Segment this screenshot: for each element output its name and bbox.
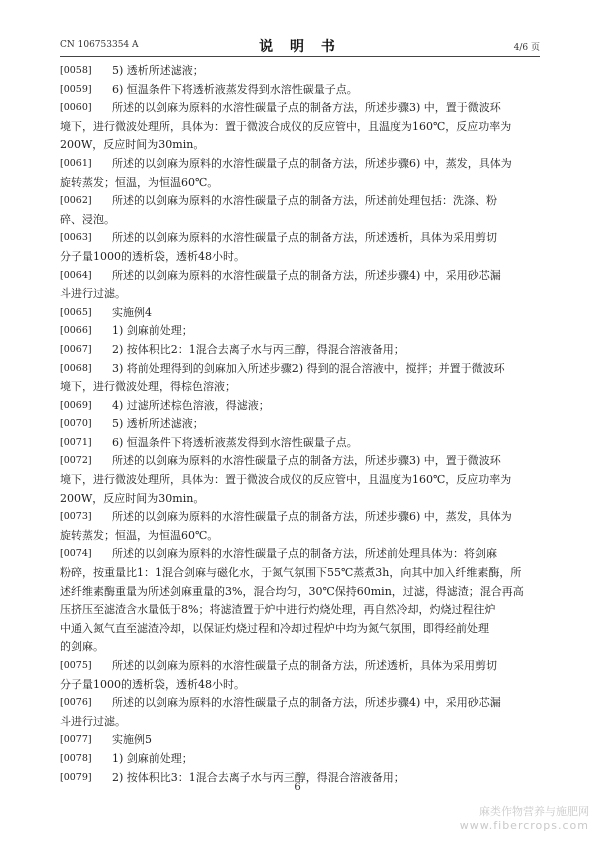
paragraph-text-continued: 碎、浸泡。 (60, 212, 115, 226)
paragraph-number: [0060] (60, 102, 92, 114)
paragraph-text: 所述的以剑麻为原料的水溶性碳量子点的制备方法，所述步骤4) 中，采用砂芯漏 (112, 268, 501, 282)
paragraph-text-continued: 粉碎，按重量比1：1混合剑麻与磁化水，于氮气氛围下55℃蒸煮3h，向其中加入纤维素酶，所 (60, 566, 522, 580)
paragraph-text-continued: 境下，进行微波处理所，具体为：置于微波合成仪的反应管中，且温度为160℃，反应功率为 (60, 119, 512, 133)
paragraph-text: 所述的以剑麻为原料的水溶性碳量子点的制备方法，所述前处理包括：洗涤、粉 (112, 194, 497, 208)
publication-number: CN 106753354 A (60, 40, 139, 50)
paragraph-text-continued: 200W，反应时间为30min。 (60, 138, 205, 152)
paragraph-text: 1) 剑麻前处理； (112, 324, 193, 338)
paragraph-text-continued: 中通入氮气直至滤渣冷却，以保证灼烧过程和冷却过程炉中均为氮气氛围，即得经前处理 (60, 621, 489, 635)
paragraph-text: 4) 过滤所述棕色溶液，得滤液； (112, 398, 270, 412)
paragraph-number: [0059] (60, 83, 92, 95)
watermark-site-name: 麻类作物营养与施肥网 (479, 805, 589, 818)
paragraph (60, 545, 542, 657)
paragraph-text-continued: 述纤维素酶重量为所述剑麻重量的3%，混合均匀，30℃保持60min，过滤，得滤渣；混合再高 (60, 584, 524, 598)
paragraph (60, 415, 542, 434)
paragraph-text: 所述的以剑麻为原料的水溶性碳量子点的制备方法，所述透析，具体为采用剪切 (112, 659, 497, 672)
paragraph-text-continued: 境下，进行微波处理所，具体为：置于微波合成仪的反应管中，且温度为160℃，反应功率为 (60, 473, 512, 487)
paragraph-number: [0063] (60, 232, 92, 244)
paragraph-text: 1) 剑麻前处理； (112, 751, 193, 765)
paragraph-text-continued: 斗进行过滤。 (60, 287, 126, 301)
page-header (60, 36, 540, 57)
paragraph (60, 434, 542, 453)
paragraph (60, 360, 542, 397)
paragraph-number: [0069] (60, 399, 92, 411)
paragraph-text-continued: 境下，进行微波处理，得棕色溶液； (60, 380, 236, 394)
paragraph-text: 2) 按体积比3：1混合去离子水与丙三醇，得混合溶液备用； (112, 770, 405, 784)
paragraph-text: 所述的以剑麻为原料的水溶性碳量子点的制备方法，所述步骤6) 中，蒸发，具体为 (112, 510, 512, 524)
paragraph-number: [0068] (60, 362, 92, 374)
watermark (460, 805, 589, 833)
paragraph-text-continued: 的剑麻。 (60, 640, 104, 654)
page-indicator: 4/6 页 (513, 43, 540, 53)
paragraph-number: [0062] (60, 195, 92, 207)
paragraph-number: [0072] (60, 455, 92, 467)
paragraph-number: [0073] (60, 511, 92, 523)
paragraph-number: [0074] (60, 548, 92, 560)
paragraph-text-continued: 分子量1000的透析袋，透析48小时。 (60, 249, 245, 263)
paragraph-number: [0071] (60, 436, 92, 448)
paragraph-number: [0064] (60, 269, 92, 281)
watermark-url: www.fibercrops.com (459, 819, 589, 832)
paragraph (60, 81, 542, 100)
paragraph-text: 所述的以剑麻为原料的水溶性碳量子点的制备方法，所述透析，具体为采用剪切 (112, 231, 497, 245)
paragraph-number: [0061] (60, 157, 92, 169)
document-body (60, 62, 542, 787)
paragraph (60, 62, 542, 81)
paragraph-text: 所述的以剑麻为原料的水溶性碳量子点的制备方法，所述步骤3) 中，置于微波环 (112, 454, 501, 468)
paragraph (60, 341, 542, 360)
paragraph (60, 731, 542, 750)
paragraph-text: 所述的以剑麻为原料的水溶性碳量子点的制备方法，所述步骤4) 中，采用砂芯漏 (112, 696, 501, 710)
paragraph-number: [0067] (60, 343, 92, 355)
paragraph-text: 实施例5 (112, 733, 152, 747)
paragraph (60, 267, 542, 304)
paragraph-text: 所述的以剑麻为原料的水溶性碳量子点的制备方法，所述步骤3) 中，置于微波环 (112, 101, 501, 115)
paragraph-text-continued: 分子量1000的透析袋，透析48小时。 (60, 677, 245, 691)
paragraph (60, 657, 542, 694)
paragraph-number: [0077] (60, 734, 92, 746)
paragraph-number: [0075] (60, 660, 92, 671)
paragraph-number: [0079] (60, 771, 92, 783)
paragraph-text: 2) 按体积比2：1混合去离子水与丙三醇，得混合溶液备用； (112, 342, 405, 356)
paragraph-text: 5) 透析所述滤液； (112, 64, 204, 77)
paragraph-number: [0066] (60, 325, 92, 337)
paragraph-text: 3) 将前处理得到的剑麻加入所述步骤2) 得到的混合溶液中，搅拌；并置于微波环 (112, 361, 505, 375)
paragraph-text: 所述的以剑麻为原料的水溶性碳量子点的制备方法，所述步骤6) 中，蒸发，具体为 (112, 156, 512, 170)
paragraph (60, 452, 542, 508)
paragraph (60, 750, 542, 769)
paragraph-number: [0058] (60, 65, 92, 76)
paragraph-number: [0078] (60, 752, 92, 764)
paragraph-text: 5) 透析所述滤液； (112, 417, 204, 431)
paragraph (60, 155, 542, 192)
paragraph-text-continued: 旋转蒸发；恒温，为恒温60℃。 (60, 528, 219, 542)
paragraph (60, 397, 542, 416)
document-title: 说 明 书 (259, 39, 341, 55)
paragraph-number: [0070] (60, 418, 92, 430)
paragraph-number: [0065] (60, 306, 92, 318)
paragraph-text-continued: 200W，反应时间为30min。 (60, 491, 205, 505)
paragraph-text-continued: 旋转蒸发；恒温，为恒温60℃。 (60, 175, 219, 189)
paragraph-text-continued: 压挤压至滤渣含水量低于8%；将滤渣置于炉中进行灼烧处理，再自然冷却，灼烧过程往炉 (60, 603, 496, 617)
paragraph-text: 6) 恒温条件下将透析液蒸发得到水溶性碳量子点。 (112, 82, 358, 96)
page-number: 6 (294, 782, 301, 793)
paragraph (60, 99, 542, 155)
paragraph-number: [0076] (60, 697, 92, 709)
paragraph (60, 322, 542, 341)
paragraph (60, 229, 542, 266)
paragraph (60, 192, 542, 229)
paragraph-text: 所述的以剑麻为原料的水溶性碳量子点的制备方法，所述前处理具体为：将剑麻 (112, 547, 497, 561)
paragraph (60, 508, 542, 545)
paragraph-text: 6) 恒温条件下将透析液蒸发得到水溶性碳量子点。 (112, 435, 358, 449)
paragraph (60, 694, 542, 731)
paragraph (60, 304, 542, 323)
paragraph-text: 实施例4 (112, 305, 152, 319)
paragraph-text-continued: 斗进行过滤。 (60, 714, 126, 728)
